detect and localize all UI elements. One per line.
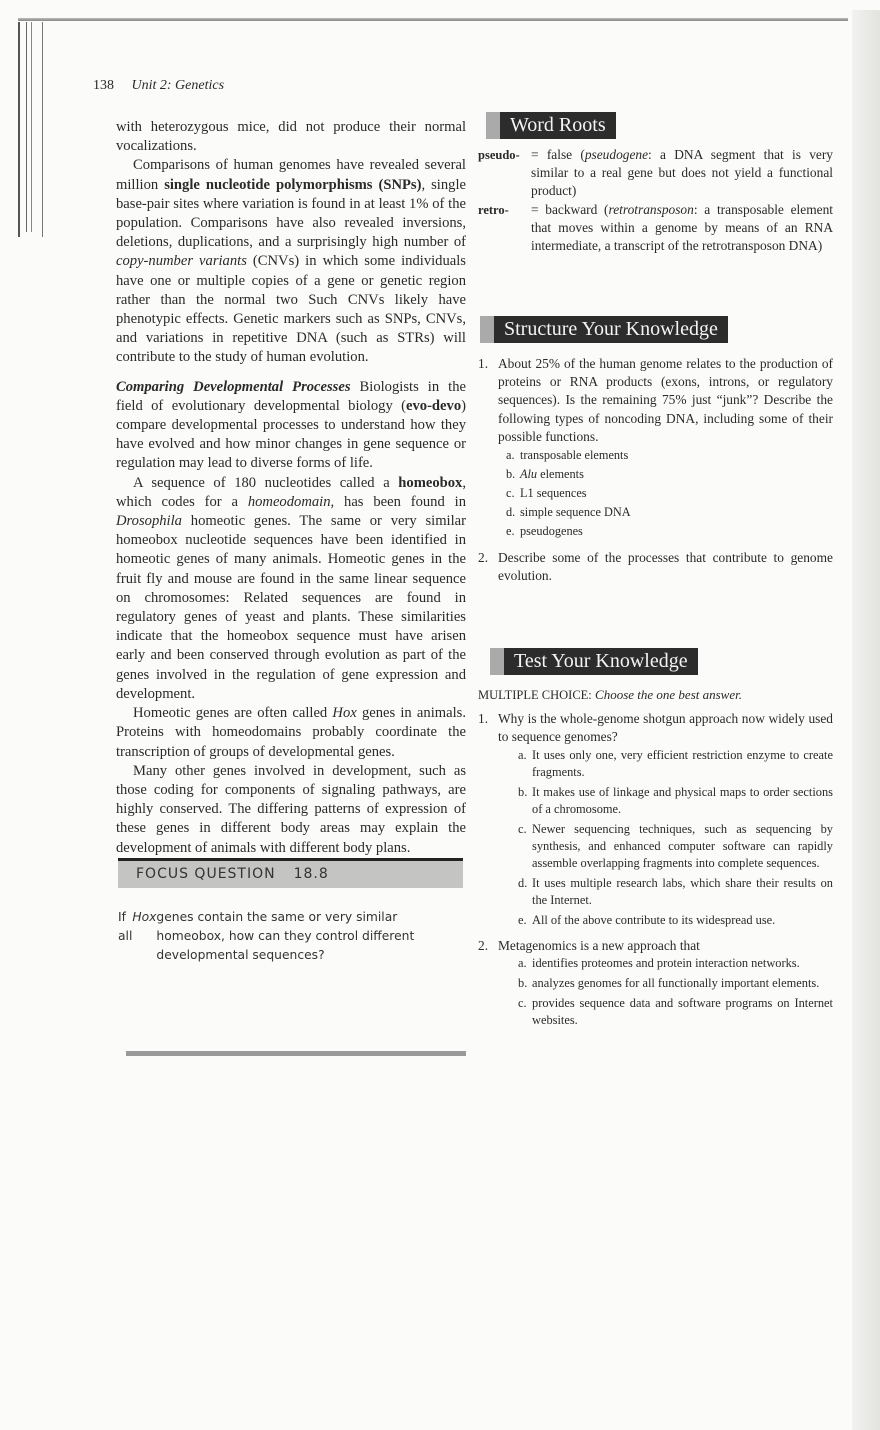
text: ) compare developmental processes to understand how they have evolved and how minor changes in gene sequence or regulation may lead to diverse forms of life. [116,397,466,472]
answer-options [518,747,833,929]
body-paragraph [116,118,466,156]
word-root-entry [478,201,833,256]
text: : a transposable element that moves within a genome by means of an RNA intermediate, a transcript of the retrotransposon DNA) [531,201,833,254]
answer-option [518,875,833,909]
option-text [532,784,833,818]
text: transposable elements [520,448,629,463]
multiple-choice-instruction [478,686,833,704]
question-number: 1. [478,356,489,371]
text: : a DNA segment that is very similar to a real gene but does not yield a functional product) [531,147,834,199]
text: Biologists in the field of evolutionary developmental biology ( [116,378,466,414]
text: simple sequence DNA [520,505,631,520]
answer-option [518,955,833,972]
question [478,549,833,585]
test-knowledge-heading [490,648,698,675]
answer-option [518,821,833,872]
answer-options [506,446,833,541]
focus-question-number: 18.8 [293,866,329,882]
example-term: pseudogene [584,147,649,162]
question-text: Why is the whole-genome shotgun approach now widely used to sequence genomes? [498,711,833,745]
option-letter: d. [506,505,516,520]
test-knowledge-questions [478,686,833,1032]
heading-text: Structure Your Knowledge [504,318,718,340]
option-text [532,912,833,929]
answer-option [518,784,833,818]
scan-right-edge [852,10,880,1430]
heading-text: Test Your Knowledge [514,650,688,672]
text: , has been found in [330,493,466,510]
text: with heterozygous mice, did not produce their normal vocalizations. [116,119,466,155]
text: , single base-pair sites where variation is found in at least 1% of the population. Comparisons have also revealed inversions, deletions, duplications, and a surprisingly high number of [116,176,466,251]
text: = backward ( [531,201,609,217]
option-text-italic: Alu [520,467,538,482]
emphasized-term: Comparing Developmental Processes [116,378,351,395]
text: Comparisons of human genomes have revealed several million [116,157,466,193]
question-number: 2. [478,550,489,566]
text: L1 sequences [520,486,587,501]
text: provides sequence data and software programs on Internet websites. [532,995,833,1027]
focus-question-header [118,858,463,888]
instruction-label: MULTIPLE CHOICE: [478,688,592,702]
answer-option [518,912,833,929]
option-text [520,503,833,522]
word-root-entry [478,146,833,201]
heading-text: Word Roots [510,114,606,136]
text-italic: Hox [132,910,157,924]
option-text [520,446,833,465]
body-paragraph [116,762,466,858]
word-root-term: pseudo- [478,148,520,162]
option-text [532,747,833,781]
question [478,355,833,446]
text: A sequence of 180 nucleotides called a [133,474,399,491]
option-letter: a. [518,747,527,762]
body-paragraph [116,156,466,367]
emphasized-term: single nucleotide polymorphisms (SNPs) [164,176,422,193]
word-root-definition [531,146,833,201]
body-paragraph [116,378,466,474]
emphasized-term: Drosophila [116,513,182,530]
page-number: 138 [93,78,114,93]
emphasized-term: homeobox [398,474,463,491]
body-paragraph [116,474,466,704]
text: It uses only one, very efficient restriction enzyme to create fragments. [532,747,833,779]
option-text [520,522,833,541]
question-number: 1. [478,711,489,727]
focus-question-box [118,858,463,965]
word-root-definition [531,201,833,256]
structure-knowledge-questions [478,355,833,585]
text: identifies proteomes and protein interaction networks. [532,955,800,970]
question [478,710,833,746]
option-letter: b. [518,975,528,990]
answer-option [518,747,833,781]
page-header [93,78,224,94]
answer-option [518,995,833,1029]
text: pseudogenes [520,524,583,539]
emphasized-term: evo-devo [406,397,462,414]
emphasized-term: homeodomain [247,493,331,510]
option-letter: c. [518,995,527,1010]
text: (CNVs) in which some individuals have one or multiple copies of a gene or genetic region rather than the normal two Such CNVs likely have phenotypic effects. Genetic markers such as SNPs, CNVs, and variations in repetitive DNA (such as STRs) will contribute to the study of human evolution. [116,253,466,366]
binding-lines [18,22,43,237]
option-letter: c. [518,821,527,836]
option-text [520,484,833,503]
text: = false ( [531,147,585,162]
answer-option [506,484,833,503]
option-letter: b. [518,784,528,799]
option-letter: b. [506,467,516,482]
text: analyzes genomes for all functionally important elements. [532,975,820,990]
question-text: Metagenomics is a new approach that [498,937,700,953]
text: genes contain the same or very similar homeobox, how can they control different developmental sequences? [156,910,415,962]
left-column-text [116,118,466,858]
option-text [520,465,833,484]
option-letter: c. [506,486,515,501]
option-letter: e. [518,912,527,927]
focus-question-label: FOCUS QUESTION [136,866,276,882]
option-letter: e. [506,524,515,539]
example-term: retrotransposon [608,201,694,217]
running-title: Unit 2: Genetics [131,78,225,93]
text: genes in animals. Proteins with homeodomains probably coordinate the transcription of groups of developmental genes. [116,705,466,760]
instruction-text: Choose the one best answer. [595,687,742,702]
option-letter: d. [518,875,528,890]
text: It makes use of linkage and physical maps to order sections of a chromosome. [532,784,833,816]
answer-options [518,955,833,1029]
answer-option [518,975,833,992]
answer-option [506,522,833,541]
text: Newer sequencing techniques, such as sequencing by synthesis, and enhanced computer software can rapidly assemble overlapping fragments into complete sequences. [532,821,833,870]
option-text [532,995,833,1029]
text: homeotic genes. The same or very similar homeobox nucleotide sequences have been identified in homeotic genes of many animals. Homeotic genes in the fruit fly and mouse are found in the same linear sequence on chromosomes: Related sequences are found in regulatory genes of yeast and plants. These similarities indicate that the homeobox sequence must have arisen early and been conserved through evolution as part of the genes involved in the regulation of gene expression and development. [116,513,466,702]
focus-box-bottom-rule [126,1051,466,1056]
emphasized-term: copy-number variants [116,253,247,270]
word-roots-heading [486,112,616,139]
question [478,937,833,955]
text: Many other genes involved in development, such as those coding for components of signaling pathways, are highly conserved. The differing patterns of expression of these genes in different body areas may explain the development of animals with different body plans. [116,762,466,856]
text: , which codes for a [116,474,466,510]
text: Homeotic genes are often called [133,705,333,722]
word-root-term: retro- [478,202,509,217]
text: All of the above contribute to its widespread use. [532,912,776,927]
option-text [532,975,833,992]
scan-top-edge [18,18,848,21]
option-letter: a. [518,955,527,970]
answer-option [506,503,833,522]
answer-option [506,446,833,465]
option-text [532,875,833,909]
option-letter: a. [506,448,515,463]
answer-option [506,465,833,484]
option-text [532,821,833,872]
emphasized-term: Hox [332,705,357,722]
body-paragraph [116,704,466,762]
text: It uses multiple research labs, which share their results on the Internet. [532,875,833,907]
text: If all [118,910,133,943]
structure-knowledge-heading [480,316,728,343]
focus-question-text [118,908,463,965]
text: elements [537,467,584,482]
question-text: Describe some of the processes that contribute to genome evolution. [498,550,833,584]
word-roots-list [478,146,833,255]
question-text: About 25% of the human genome relates to the production of proteins or RNA products (exons, introns, or regulatory sequences). Is the remaining 75% just “junk”? Describe the following types of noncoding DNA, including some of their possible functions. [498,356,833,444]
question-number: 2. [478,937,489,953]
option-text [532,955,833,972]
